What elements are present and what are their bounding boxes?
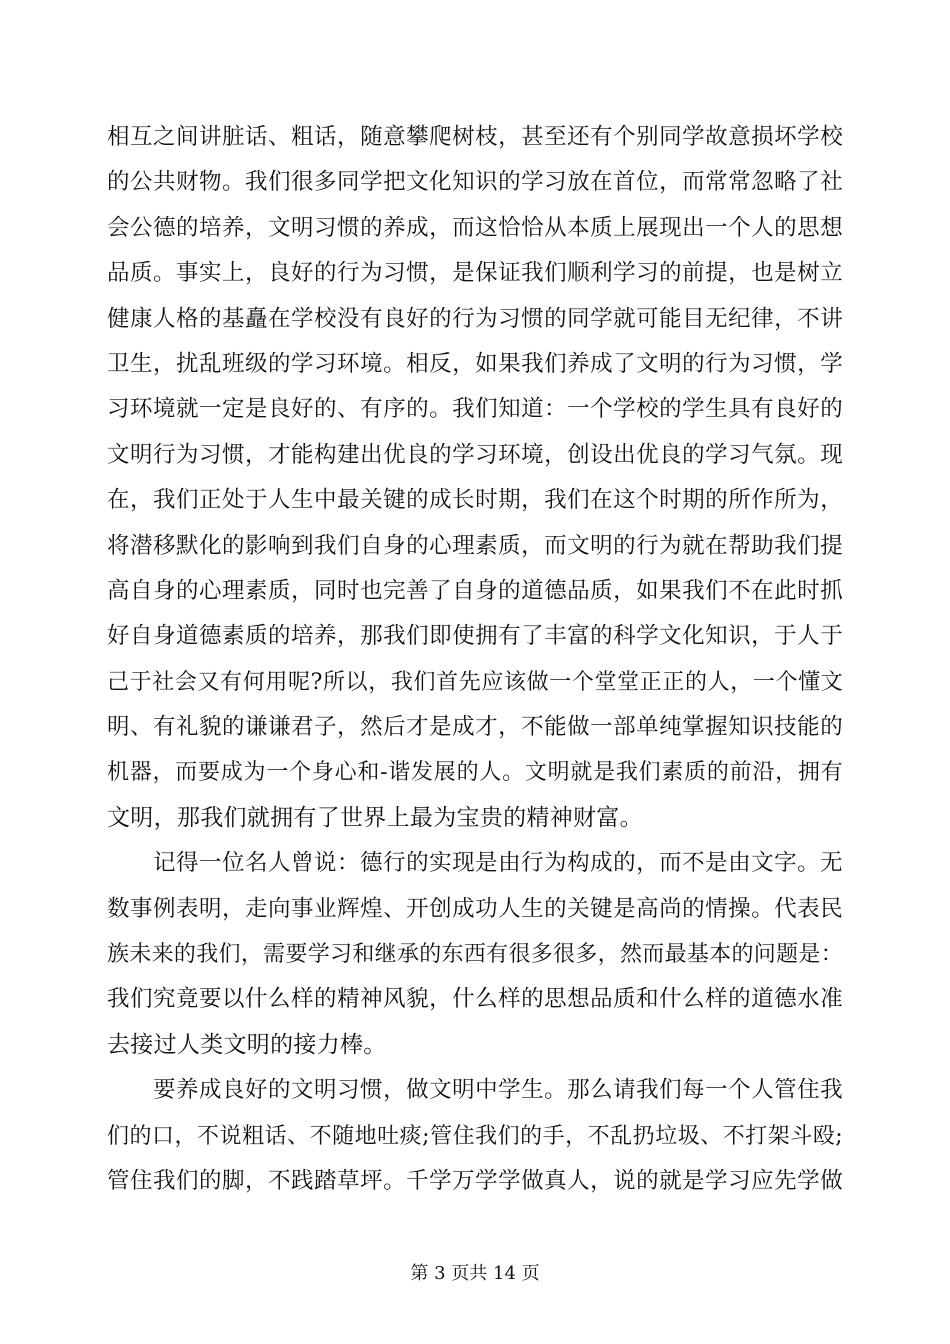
text-line: 高自身的心理素质，同时也完善了自身的道德品质，如果我们不在此时抓 xyxy=(107,577,843,604)
text-line: 机器，而要成为一个身心和-谐发展的人。文明就是我们素质的前沿，拥有 xyxy=(107,760,843,786)
text-line: 去接过人类文明的接力棒。 xyxy=(107,1031,387,1058)
text-line: 文明行为习惯，才能构建出优良的学习环境，创设出优良的学习气氛。现 xyxy=(107,441,843,468)
text-line: 文明，那我们就拥有了世界上最为宝贵的精神财富。 xyxy=(107,804,643,831)
text-line: 品质。事实上，良好的行为习惯，是保证我们顺利学习的前提，也是树立 xyxy=(107,260,843,287)
text-line: 相互之间讲脏话、粗话，随意攀爬树枝，甚至还有个别同学故意损坏学校 xyxy=(107,124,843,150)
text-line: 会公德的培养，文明习惯的养成，而这恰恰从本质上展现出一个人的思想 xyxy=(107,214,843,241)
text-line: 数事例表明，走向事业辉煌、开创成功人生的关键是高尚的情操。代表民 xyxy=(107,895,843,922)
text-line: 要养成良好的文明习惯，做文明中学生。那么请我们每一个人管住我 xyxy=(153,1077,843,1104)
text-line: 卫生，扰乱班级的学习环境。相反，如果我们养成了文明的行为习惯，学 xyxy=(107,350,843,377)
text-line: 们的口，不说粗话、不随地吐痰;管住我们的手，不乱扔垃圾、不打架斗殴; xyxy=(107,1123,843,1149)
text-line: 在，我们正处于人生中最关键的成长时期，我们在这个时期的所作所为， xyxy=(107,487,843,514)
text-line: 族未来的我们，需要学习和继承的东西有很多很多，然而最基本的问题是： xyxy=(107,942,843,968)
text-line: 的公共财物。我们很多同学把文化知识的学习放在首位，而常常忽略了社 xyxy=(107,169,843,196)
text-line: 好自身道德素质的培养，那我们即使拥有了丰富的科学文化知识，于人于 xyxy=(107,623,843,650)
text-line: 健康人格的基矗在学校没有良好的行为习惯的同学就可能目无纪律，不讲 xyxy=(107,305,843,332)
document-body xyxy=(107,115,843,1204)
text-line: 己于社会又有何用呢?所以，我们首先应该做一个堂堂正正的人，一个懂文 xyxy=(107,669,843,695)
text-line: 明、有礼貌的谦谦君子，然后才是成才，不能做一部单纯掌握知识技能的 xyxy=(107,714,843,741)
text-line: 记得一位名人曾说：德行的实现是由行为构成的，而不是由文字。无 xyxy=(153,850,843,877)
text-line: 管住我们的脚，不践踏草坪。千学万学学做真人，说的就是学习应先学做 xyxy=(107,1167,843,1194)
text-line: 将潜移默化的影响到我们自身的心理素质，而文明的行为就在帮助我们提 xyxy=(107,532,843,559)
text-line: 习环境就一定是良好的、有序的。我们知道：一个学校的学生具有良好的 xyxy=(107,396,843,423)
text-line: 我们究竟要以什么样的精神风貌，什么样的思想品质和什么样的道德水准 xyxy=(107,986,843,1013)
page-number-footer: 第 3 页共 14 页 xyxy=(410,1263,540,1284)
